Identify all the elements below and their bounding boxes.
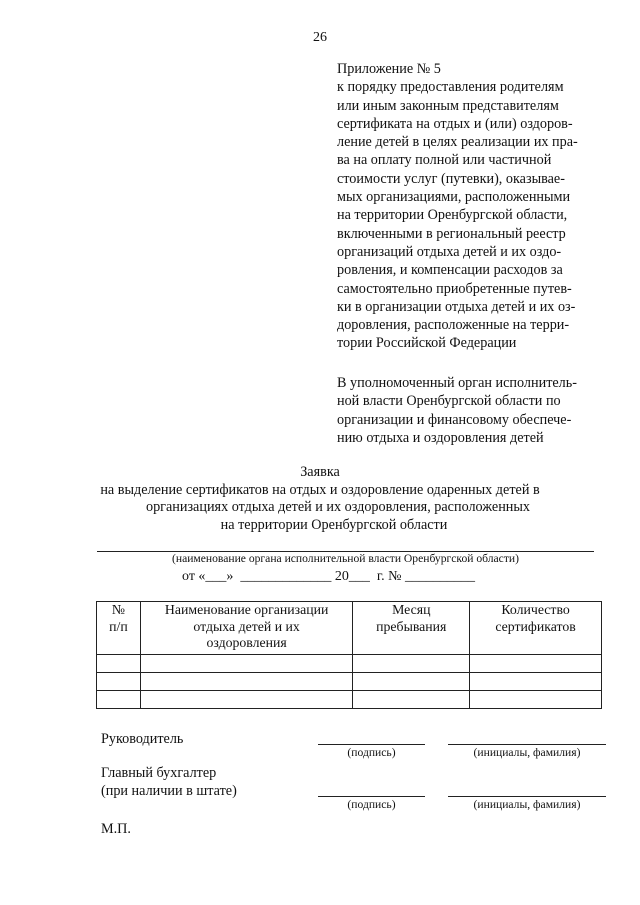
header-text: п/п xyxy=(109,618,128,634)
stamp-place: М.П. xyxy=(101,821,131,837)
appendix-line: или иным законным представителям xyxy=(337,97,559,114)
appendix-line: мых организациями, расположенными xyxy=(337,189,571,206)
table-cell[interactable] xyxy=(353,673,470,691)
table-row xyxy=(97,691,602,709)
addressee-line: нию отдыха и оздоровления детей xyxy=(337,429,544,446)
appendix-line: стоимости услуг (путевки), оказывае- xyxy=(337,170,565,187)
appendix-heading: Приложение № 5 xyxy=(337,61,441,77)
accountant-note: (при наличии в штате) xyxy=(101,783,237,799)
header-text: Месяц xyxy=(392,602,431,617)
title-line: организациях отдыха детей и их оздоровления, расположенных xyxy=(145,499,531,515)
accountant-name-line[interactable] xyxy=(448,796,606,797)
applications-table xyxy=(96,601,602,709)
title-heading: Заявка xyxy=(300,464,340,480)
accountant-signature-line[interactable] xyxy=(318,796,425,797)
table-cell[interactable] xyxy=(353,655,470,673)
page-number: 26 xyxy=(313,30,327,45)
accountant-label: Главный бухгалтер xyxy=(101,765,217,781)
head-name-line[interactable] xyxy=(448,744,606,745)
appendix-line: сертификата на отдых и (или) оздоров- xyxy=(337,115,573,132)
table-cell[interactable] xyxy=(97,691,141,709)
appendix-line: организаций отдыха детей и их оздо- xyxy=(337,243,562,260)
header-month xyxy=(353,602,470,655)
table-row xyxy=(97,655,602,673)
appendix-line: ровления, и компенсации расходов за xyxy=(337,262,563,279)
table-cell[interactable] xyxy=(97,673,141,691)
org-caption: (наименование органа исполнительной власти Оренбургской области) xyxy=(172,552,519,565)
table-row xyxy=(97,673,602,691)
date-number-line: от «___» _____________ 20___ г. № __________ xyxy=(182,569,475,584)
header-text: Наименование организации xyxy=(164,602,329,617)
table-cell[interactable] xyxy=(353,691,470,709)
appendix-block xyxy=(337,60,617,353)
addressee-line: В уполномоченный орган исполнитель- xyxy=(337,375,577,391)
table-cell[interactable] xyxy=(140,655,353,673)
header-text: № xyxy=(111,602,126,617)
appendix-line: доровления, расположенные на терри- xyxy=(337,317,570,334)
appendix-line: ва на оплату полной или частичной xyxy=(337,152,552,169)
header-text: сертификатов xyxy=(495,618,576,634)
name-caption: (инициалы, фамилия) xyxy=(473,746,581,759)
signature-caption: (подпись) xyxy=(347,798,396,811)
addressee-line: организации и финансовому обеспече- xyxy=(337,411,572,428)
name-caption: (инициалы, фамилия) xyxy=(473,798,581,811)
appendix-line: ление детей в целях реализации их пра- xyxy=(337,134,578,151)
head-label: Руководитель xyxy=(101,731,184,747)
table-cell[interactable] xyxy=(470,691,602,709)
table-cell[interactable] xyxy=(470,655,602,673)
header-text: пребывания xyxy=(376,618,447,634)
appendix-line: тории Российской Федерации xyxy=(337,335,517,352)
title-line: на территории Оренбургской области xyxy=(220,516,448,533)
table-cell[interactable] xyxy=(97,655,141,673)
appendix-line: к порядку предоставления родителям xyxy=(337,79,564,96)
document-title xyxy=(0,464,640,534)
header-organization xyxy=(140,602,353,655)
header-text: оздоровления xyxy=(206,635,287,650)
appendix-line: включенными в региональный реестр xyxy=(337,225,566,242)
title-line: на выделение сертификатов на отдых и оздоровление одаренных детей в xyxy=(100,481,540,498)
header-number xyxy=(97,602,141,655)
head-signature-line[interactable] xyxy=(318,744,425,745)
addressee-block xyxy=(337,374,617,447)
signature-caption: (подпись) xyxy=(347,746,396,759)
header-text: отдыха детей и их xyxy=(193,618,300,634)
header-text: Количество xyxy=(501,602,570,617)
addressee-line: ной власти Оренбургской области по xyxy=(337,393,561,410)
table-cell[interactable] xyxy=(470,673,602,691)
appendix-line: на территории Оренбургской области, xyxy=(337,207,568,224)
appendix-line: ки в организации отдыха детей и их оз- xyxy=(337,298,576,315)
table-cell[interactable] xyxy=(140,673,353,691)
table-cell[interactable] xyxy=(140,691,353,709)
header-count xyxy=(470,602,602,655)
table-header-row xyxy=(97,602,602,655)
appendix-line: самостоятельно приобретенные путев- xyxy=(337,280,572,297)
